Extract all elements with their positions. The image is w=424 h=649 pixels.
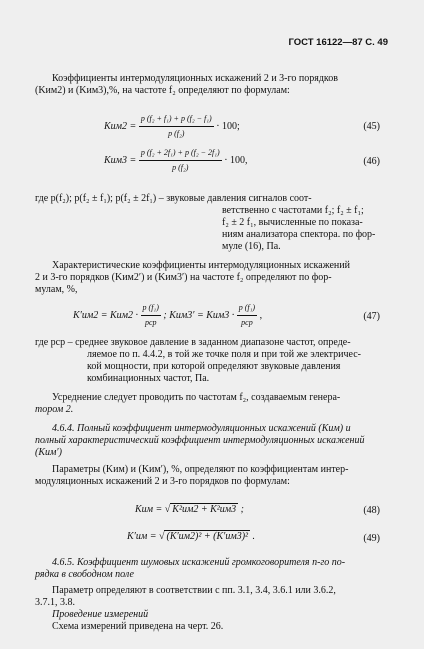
fraction-denominator: pср <box>144 318 157 327</box>
equation-45 <box>104 113 240 140</box>
definition-line: муле (16), Па. <box>222 241 281 252</box>
equation-lhs: Kим2 = <box>104 120 137 132</box>
paragraph-line: Коэффициенты интермодуляционных искажений 2 и 3-го порядков <box>52 73 338 84</box>
page-header: ГОСТ 16122—87 С. 49 <box>288 37 388 48</box>
equation-radicand: K²им2 + K²им3 <box>172 504 237 515</box>
definition-line: кой мощности, при которой определяют звуковые давления <box>87 361 341 372</box>
section-heading: 4.6.5. Коэффициент шумовых искажений громкоговорителя n-го по- <box>52 557 346 568</box>
paragraph-line: Характеристические коэффициенты интермодуляционных искажений <box>52 260 350 271</box>
paragraph-line: Усреднение следует проводить по частотам f₂, создаваемым генера- <box>52 392 341 403</box>
section-heading: 4.6.4. Полный коэффициент интермодуляционных искажений (Kим) и <box>52 423 351 434</box>
equation-middle: ; Kим3′ = Kим3 · <box>163 309 235 321</box>
paragraph-line: (Kим2) и (Kим3),%, на частоте f₂ определяют по формулам: <box>35 85 290 96</box>
definition-line: ветственно с частотами f₂; f₂ ± f₁; <box>222 205 364 216</box>
equation-end: , <box>259 309 263 321</box>
paragraph-line: Параметры (Kим) и (Kим′), %, определяют по коэффициентам интер- <box>52 464 349 475</box>
fraction-denominator: p (f₂) <box>168 129 185 138</box>
definition-line: ляемое по п. 4.4.2, в той же точке поля и при той же электричес- <box>87 349 361 360</box>
fraction-denominator: pср <box>241 318 253 327</box>
equation-lhs: Kим = √ <box>135 504 171 515</box>
equation-49 <box>127 530 255 543</box>
equation-radicand: (K′им2)² + (K′им3)² <box>166 531 249 542</box>
fraction-denominator: p (f₂) <box>172 163 189 172</box>
fraction-numerator: p (f₁) <box>141 302 161 316</box>
section-heading: (Kим′) <box>35 447 62 458</box>
paragraph-line: модуляционных искажений 2 и 3-го порядков по формулам: <box>35 476 290 487</box>
paragraph-line: 2 и 3-го порядков (Kим2′) и (Kим3′) на частоте f₂ определяют по фор- <box>35 272 332 283</box>
paragraph-line: Параметр определяют в соответствии с пп. 3.1, 3.4, 3.6.1 или 3.6.2, <box>52 585 336 596</box>
equation-lhs: Kим3 = <box>104 154 137 166</box>
equation-rhs: · 100, <box>224 154 248 166</box>
fraction-numerator: p (f₂ + 2f₁) + p (f₂ − 2f₁) <box>139 147 222 161</box>
section-heading: рядка в свободном поле <box>35 569 134 580</box>
equation-46 <box>104 147 248 174</box>
equation-number: (48) <box>363 505 380 516</box>
paragraph-line: мулам, %, <box>35 284 78 295</box>
equation-number: (46) <box>363 156 380 167</box>
equation-lhs: K′им = √ <box>127 531 165 542</box>
equation-fraction <box>237 302 257 329</box>
equation-fraction <box>139 113 214 140</box>
equation-number: (47) <box>363 311 380 322</box>
equation-end: ; <box>240 504 244 515</box>
paragraph-line: 3.7.1, 3.8. <box>35 597 75 608</box>
equation-48 <box>135 503 244 516</box>
definition-line: где p(f₂); p(f₂ ± f₁); p(f₂ ± 2f₁) – звуковые давления сигналов соот- <box>35 193 312 204</box>
equation-number: (49) <box>363 533 380 544</box>
definition-line: ниям анализатора спектора. по фор- <box>222 229 376 240</box>
section-heading: полный характеристический коэффициент интермодуляционных искажений <box>35 435 365 446</box>
definition-line: комбинационных частот, Па. <box>87 373 210 384</box>
equation-fraction <box>139 147 222 174</box>
fraction-numerator: p (f₂ + f₁) + p (f₂ − f₁) <box>139 113 214 127</box>
equation-end: . <box>252 531 256 542</box>
paragraph-line: тором 2. <box>35 404 74 415</box>
definition-line: где pср – среднее звуковое давление в заданном диапазоне частот, опреде- <box>35 337 351 348</box>
equation-number: (45) <box>363 121 380 132</box>
definition-line: f₂ ± 2 f₁, вычисленные по показа- <box>222 217 363 228</box>
equation-fraction <box>141 302 161 329</box>
equation-rhs: · 100; <box>216 120 240 132</box>
paragraph-line: Схема измерений приведена на черт. 26. <box>52 621 224 632</box>
fraction-numerator: p (f₁) <box>237 302 257 316</box>
subheading: Проведение измерений <box>52 609 149 620</box>
equation-lhs: K′им2 = Kим2 · <box>73 309 139 321</box>
equation-47 <box>73 302 262 329</box>
